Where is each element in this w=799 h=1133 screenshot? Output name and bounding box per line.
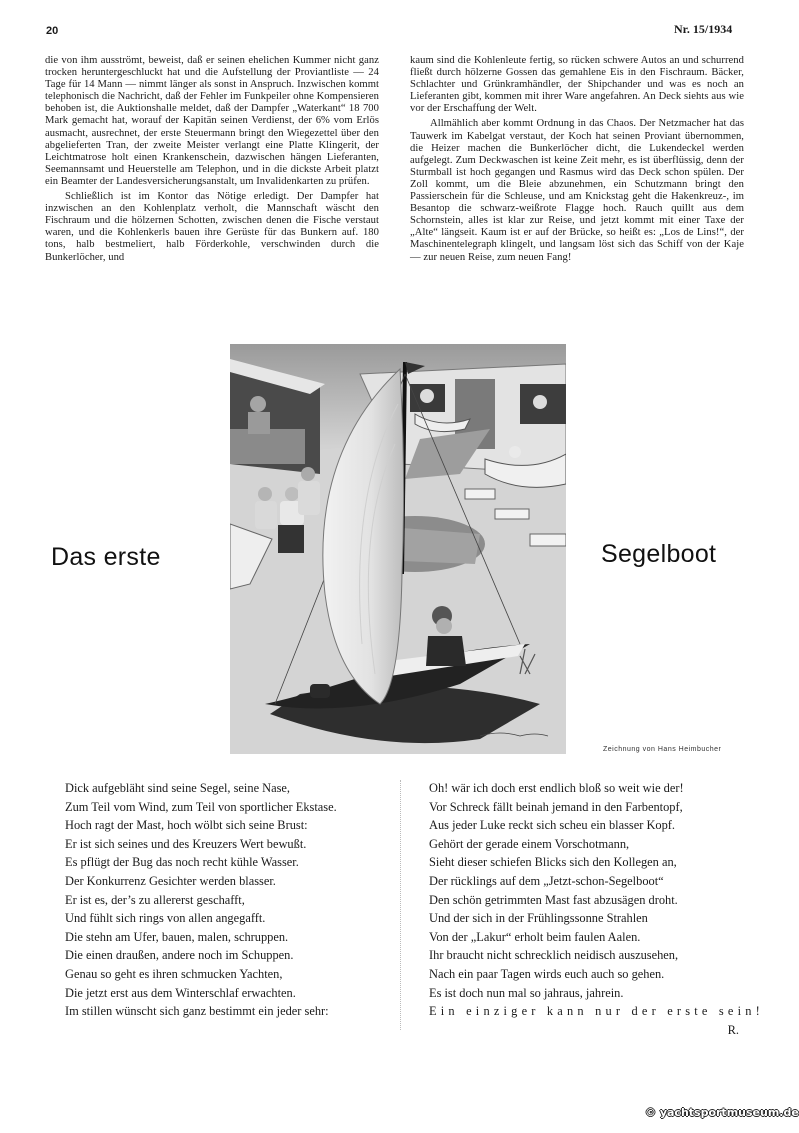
article-left-column [45,55,379,264]
poem-line: Der Konkurrenz Gesichter werden blasser. [65,873,276,888]
sailboat-drawing-icon [230,344,566,754]
illustration-credit: Zeichnung von Hans Heimbucher [603,746,722,753]
paragraph: Allmählich aber kommt Ordnung in das Chaos. Der Netzmacher hat das Tauwerk im Kabelgat verstaut, der Koch hat seinen Proviant übernommen, die Heizer machen die Bunkerlöcher dicht, die Lukendeckel werden aufgelegt. Zum Deckwaschen ist keine Zeit mehr, es ist überflüssig, denn der Sturmball ist hoch gegangen und Rasmus wird das Deck schon spülen. Der Zoll kommt, um die Bleie abzunehmen, ein Schutzmann bringt den Passierschein für die Schleuse, und am Knickstag geht die Hakenkreuz-, im Besantop die schwarz-weißrote Flagge hoch. Rauch quillt aus dem Schornstein, alles ist klar zur Reise, und jetzt kommt mit einer Taxe der „Alte“ längseit. Kaum ist er auf der Brücke, so heißt es: „Los de Lins!“, der Maschinentelegraph klingelt, und langsam löst sich das Schiff von der Kaje — zur neuen Reise, zum neuen Fang! [410,118,744,263]
poem-line: Ihr braucht nicht schrecklich neidisch auszusehen, [429,948,679,963]
poem-right-column [429,779,764,1039]
poem-line: Die jetzt erst aus dem Winterschlaf erwachten. [65,985,296,1000]
poem-line: Oh! wär ich doch erst endlich bloß so weit wie der! [429,781,684,795]
article-right-column [410,55,744,264]
poem-line: Er ist sich seines und des Kreuzers Wert bewußt. [65,836,307,851]
poem-line: Die stehn am Ufer, bauen, malen, schruppen. [65,929,289,944]
poem-closing-line: Ein einziger kann nur der erste sein! [429,1004,764,1019]
copyright-watermark: © yachtsportmuseum.de [645,1106,799,1119]
poem-line: Dick aufgebläht sind seine Segel, seine Nase, [65,781,291,795]
column-divider [400,780,402,1030]
poem-line: Von der „Lakur“ erholt beim faulen Aalen. [429,929,641,944]
sailboat-illustration [230,344,566,754]
paragraph: Schließlich ist im Kontor das Nötige erledigt. Der Dampfer hat inzwischen an den Kohlenplatz verholt, die Mannschaft wäscht den Fischraum und die hölzernen Schotten, zwischen denen die Fische verstaut waren, und die Kohlenkerls bauen ihre Gerüste für das Bunkern auf. 180 tons, halb bestmeliert, halb Förderkohle, verschwinden durch die Bunkerlöcher, und [45,191,379,263]
poem-line: Er ist es, der’s zu allererst geschafft, [65,892,245,907]
paragraph: kaum sind die Kohlenleute fertig, so rücken schwere Autos an und schurrend fließt durch hölzerne Gossen das gemahlene Eis in den Fischraum. Bäcker, Schlachter und Grünkramhändler, der Shipchander und was es noch an Lieferanten gibt, kommen mit ihrer Ware angefahren. An Deck siehts aus wie vor der Erschaffung der Welt. [410,55,744,115]
feature-title-right: Segelboot [601,540,717,568]
poem-line: Genau so geht es ihren schmucken Yachten, [65,966,283,981]
poem-line: Und der sich in der Frühlingssonne Strahlen [429,911,648,926]
issue-number: Nr. 15/1934 [674,22,733,36]
poem-line: Aus jeder Luke reckt sich scheu ein blasser Kopf. [429,818,676,833]
poem-line: Den schön getrimmten Mast fast abzusägen droht. [429,892,678,907]
poem-line: Zum Teil vom Wind, zum Teil von sportlicher Ekstase. [65,799,337,814]
poem-line: Der rücklings auf dem „Jetzt-schon-Segelboot“ [429,873,664,888]
poem-line: Sieht dieser schiefen Blicks sich den Kollegen an, [429,855,677,870]
poem-line: Es ist doch nun mal so jahraus, jahrein. [429,985,624,1000]
poem-line: Nach ein paar Tagen wirds euch auch so gehen. [429,966,665,981]
poem-line: Gehört der gerade einem Vorschotmann, [429,836,630,851]
poem-signature: R. [727,1022,739,1037]
poem-left-column [65,779,385,1021]
paragraph: die von ihm ausströmt, beweist, daß er seinen ehelichen Kummer nicht ganz trocken heruntergeschluckt hat und die Aufstellung der Proviantliste — 24 Tage für 14 Mann — nimmt länger als sonst in Anspruch. Inzwischen kommt telephonisch die Nachricht, daß der Fehler im Funkpeiler ohne Kompensieren behoben ist, die Auktionshalle meldet, daß der Dampfer „Waterkant“ 18 700 Mark gemacht hat, worauf der Kapitän seinen Verdienst, der 6% vom Erlös ausmacht, ausrechnet, der erste Steuermann bringt den Wiegezettel über den abgelieferten Tran, der zweite Meister verlangt eine Platte Klingerit, der Leichtmatrose holt einen Krankenschein, dazwischen hängen Lieferanten, Seemannsamt und Heuerstelle am Telephon, und in die dickste Arbeit platzt ein Beamter der Landesversicherungsanstalt, um Invalidenkarten zu prüfen. [45,55,379,187]
page-number: 20 [46,25,59,37]
poem-line: Und fühlt sich rings von allen angegafft. [65,911,266,926]
poem-line: Es pflügt der Bug das noch recht kühle Wasser. [65,855,299,870]
poem-line: Die einen draußen, andere noch im Schuppen. [65,948,294,963]
feature-title-left: Das erste [51,543,161,571]
poem-line: Im stillen wünscht sich ganz bestimmt ein jeder sehr: [65,1004,329,1019]
poem-line: Vor Schreck fällt beinah jemand in den Farbentopf, [429,799,683,814]
poem-line: Hoch ragt der Mast, hoch wölbt sich seine Brust: [65,818,308,833]
